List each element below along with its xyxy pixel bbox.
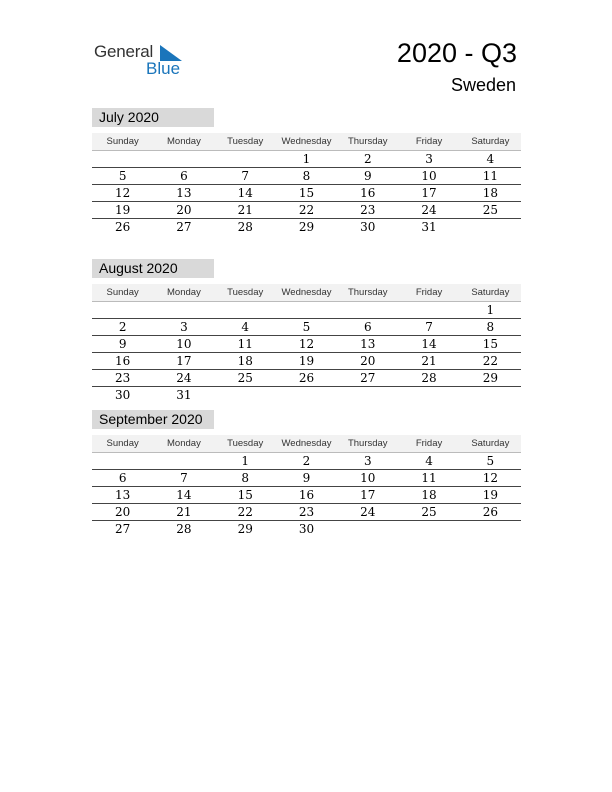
day-cell	[460, 387, 521, 403]
week-row	[92, 487, 521, 504]
day-cell: 16	[115, 354, 131, 368]
day-cell: 6	[363, 320, 372, 334]
day-cell: 8	[302, 169, 311, 183]
day-cell: 29	[298, 220, 315, 234]
day-cell: 27	[115, 522, 131, 536]
day-cell: 4	[241, 320, 250, 334]
weekday-label: Monday	[167, 438, 201, 449]
weekday-label: Monday	[167, 287, 201, 298]
day-cell	[153, 453, 214, 469]
day-cell: 19	[482, 488, 498, 502]
day-cell: 1	[486, 303, 495, 317]
day-cell: 9	[363, 169, 372, 183]
day-cell	[92, 453, 153, 469]
week-row	[92, 219, 521, 235]
weekday-label: Friday	[415, 438, 443, 449]
day-cell	[92, 302, 153, 318]
day-cell: 5	[302, 320, 311, 334]
weekday-label: Saturday	[471, 287, 510, 298]
day-cell: 25	[482, 203, 498, 217]
day-cell: 11	[237, 337, 253, 351]
week-row	[92, 302, 521, 319]
day-cell: 16	[360, 186, 376, 200]
week-row	[92, 387, 521, 403]
day-cell: 10	[421, 169, 437, 183]
month-label: September 2020	[92, 410, 214, 429]
day-cell: 27	[176, 220, 192, 234]
month-block	[92, 259, 521, 403]
day-cell: 19	[298, 354, 315, 368]
day-cell: 13	[115, 488, 131, 502]
day-cell: 31	[421, 220, 437, 234]
day-cell: 28	[237, 220, 253, 234]
day-cell	[337, 387, 398, 403]
weekday-label: Tuesday	[227, 136, 264, 147]
day-cell	[276, 302, 337, 318]
weekday-header-row	[92, 284, 521, 302]
day-cell: 11	[482, 169, 498, 183]
day-cell: 7	[425, 320, 433, 334]
month-block	[92, 108, 521, 235]
week-row	[92, 370, 521, 387]
day-cell	[153, 151, 214, 167]
generalblue-logo	[94, 40, 194, 80]
day-cell: 27	[360, 371, 376, 385]
day-cell	[92, 151, 153, 167]
day-cell: 6	[180, 169, 188, 183]
day-cell: 22	[237, 505, 253, 519]
week-row	[92, 168, 521, 185]
day-cell	[215, 387, 276, 403]
day-cell: 31	[176, 388, 192, 402]
day-cell: 1	[241, 454, 250, 468]
day-cell: 24	[421, 203, 437, 217]
weekday-label: Friday	[415, 136, 443, 147]
day-cell: 8	[241, 471, 250, 485]
week-row	[92, 504, 521, 521]
day-cell: 28	[176, 522, 192, 536]
week-row	[92, 470, 521, 487]
day-cell: 15	[482, 337, 498, 351]
day-cell: 19	[115, 203, 131, 217]
day-cell: 28	[421, 371, 437, 385]
day-cell: 2	[118, 320, 127, 334]
weekday-label: Tuesday	[227, 438, 264, 449]
day-cell: 25	[237, 371, 253, 385]
day-cell: 7	[180, 471, 188, 485]
weekday-label: Thursday	[347, 438, 388, 449]
day-cell: 3	[425, 152, 433, 166]
day-cell	[460, 219, 521, 235]
day-cell: 30	[360, 220, 376, 234]
day-cell: 26	[115, 220, 131, 234]
day-cell: 15	[237, 488, 253, 502]
day-cell: 10	[176, 337, 192, 351]
day-cell: 15	[298, 186, 315, 200]
day-cell	[460, 521, 521, 537]
weekday-label: Thursday	[347, 136, 388, 147]
day-cell: 6	[118, 471, 127, 485]
day-cell: 9	[118, 337, 127, 351]
day-cell: 17	[176, 354, 192, 368]
weekday-label: Saturday	[471, 438, 510, 449]
day-cell: 26	[298, 371, 315, 385]
day-cell: 10	[360, 471, 376, 485]
day-cell: 22	[298, 203, 315, 217]
day-cell: 22	[482, 354, 498, 368]
day-cell: 2	[363, 152, 372, 166]
weekday-label: Monday	[167, 136, 201, 147]
day-cell: 23	[298, 505, 315, 519]
day-cell: 29	[482, 371, 498, 385]
page-title: 2020 - Q3	[396, 38, 517, 68]
day-cell: 14	[421, 337, 437, 351]
day-cell: 16	[298, 488, 315, 502]
day-cell	[337, 302, 398, 318]
day-cell	[153, 302, 214, 318]
weekday-label: Saturday	[471, 136, 510, 147]
weekday-label: Sunday	[106, 136, 139, 147]
day-cell: 24	[360, 505, 376, 519]
day-cell	[398, 521, 459, 537]
day-cell: 17	[360, 488, 376, 502]
week-row	[92, 336, 521, 353]
weekday-label: Wednesday	[281, 287, 332, 298]
day-cell	[398, 302, 459, 318]
day-cell: 17	[421, 186, 437, 200]
day-cell: 23	[360, 203, 376, 217]
day-cell: 25	[421, 505, 437, 519]
day-cell: 18	[237, 354, 253, 368]
weekday-header-row	[92, 133, 521, 151]
day-cell: 20	[176, 203, 192, 217]
month-label: August 2020	[92, 259, 214, 278]
day-cell: 7	[241, 169, 250, 183]
day-cell: 8	[486, 320, 495, 334]
day-cell: 1	[302, 152, 311, 166]
week-row	[92, 453, 521, 470]
day-cell	[398, 387, 459, 403]
day-cell: 5	[118, 169, 127, 183]
day-cell: 5	[486, 454, 495, 468]
month-label: July 2020	[92, 108, 214, 127]
day-cell: 30	[115, 388, 131, 402]
day-cell: 20	[360, 354, 376, 368]
day-cell: 20	[115, 505, 131, 519]
day-cell: 14	[237, 186, 253, 200]
week-row	[92, 151, 521, 168]
day-cell: 29	[237, 522, 253, 536]
week-row	[92, 521, 521, 537]
day-cell: 12	[115, 186, 131, 200]
day-cell: 4	[425, 454, 433, 468]
weekday-header-row	[92, 435, 521, 453]
day-cell: 13	[176, 186, 192, 200]
weekday-label: Thursday	[347, 287, 388, 298]
week-row	[92, 353, 521, 370]
day-cell: 21	[176, 505, 192, 519]
country-label: Sweden	[450, 75, 516, 95]
day-cell	[215, 302, 276, 318]
day-cell: 24	[176, 371, 192, 385]
weekday-label: Sunday	[106, 438, 139, 449]
day-cell: 26	[482, 505, 498, 519]
day-cell: 23	[115, 371, 131, 385]
day-cell: 13	[360, 337, 376, 351]
day-cell: 3	[363, 454, 372, 468]
day-cell	[337, 521, 398, 537]
day-cell: 11	[421, 471, 437, 485]
day-cell: 9	[302, 471, 311, 485]
day-cell: 21	[421, 354, 437, 368]
weekday-label: Wednesday	[281, 438, 332, 449]
day-cell: 18	[421, 488, 437, 502]
day-cell: 18	[482, 186, 498, 200]
weekday-label: Friday	[415, 287, 443, 298]
week-row	[92, 185, 521, 202]
day-cell	[276, 387, 337, 403]
month-block	[92, 410, 521, 537]
weekday-label: Sunday	[106, 287, 139, 298]
week-row	[92, 319, 521, 336]
day-cell: 3	[180, 320, 188, 334]
day-cell: 4	[486, 152, 495, 166]
day-cell: 12	[298, 337, 315, 351]
day-cell: 21	[237, 203, 253, 217]
logo-text-blue: Blue	[146, 59, 181, 78]
day-cell: 2	[302, 454, 311, 468]
day-cell: 30	[298, 522, 315, 536]
day-cell: 14	[176, 488, 192, 502]
week-row	[92, 202, 521, 219]
weekday-label: Wednesday	[281, 136, 332, 147]
day-cell: 12	[482, 471, 498, 485]
weekday-label: Tuesday	[227, 287, 264, 298]
logo-text-general: General	[94, 42, 154, 61]
day-cell	[215, 151, 276, 167]
